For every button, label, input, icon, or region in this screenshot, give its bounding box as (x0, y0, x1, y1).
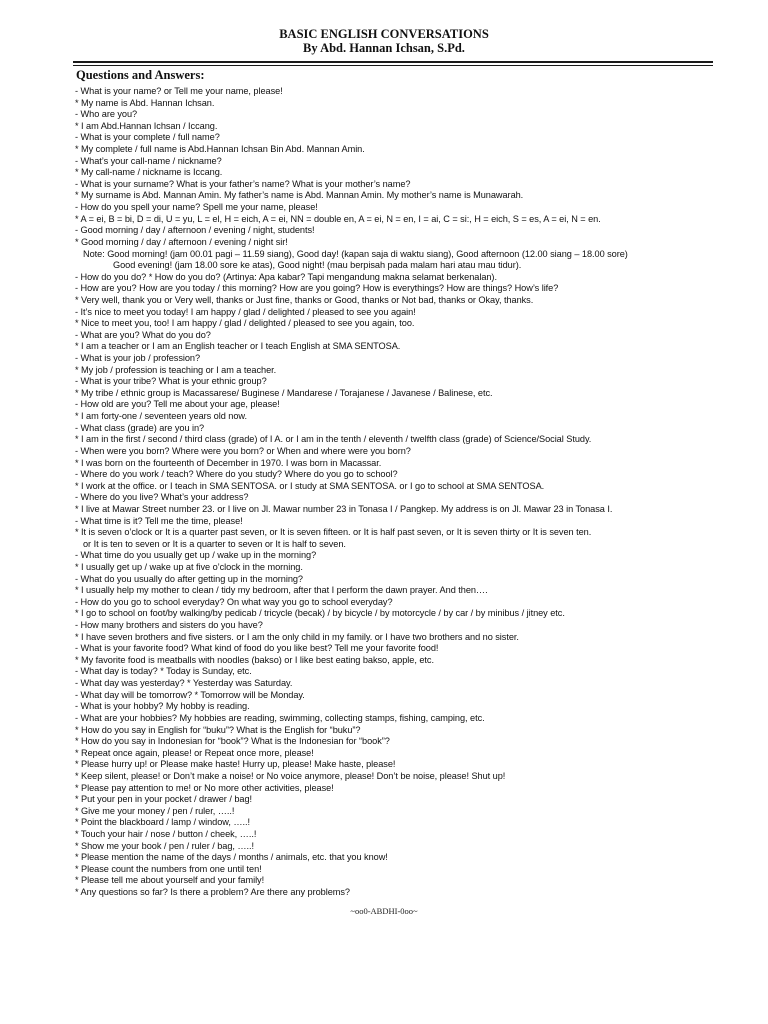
conversation-line: * Nice to meet you, too! I am happy / glad / delighted / pleased to see you again, too. (75, 318, 415, 329)
conversation-line: - What is your job / profession? (75, 353, 201, 364)
conversation-line: * Please mention the name of the days / months / animals, etc. that you know! (75, 852, 388, 863)
conversation-line: * My tribe / ethnic group is Macassarese/ Buginese / Mandarese / Torajanese / Javanese / Balinese, etc. (75, 387, 493, 398)
conversation-line: - What is your name? or Tell me your name, please! (75, 86, 283, 96)
conversation-line: - What is your surname? What is your father’s name? What is your mother’s name? (75, 178, 411, 189)
conversation-line: * Please pay attention to me! or No more other activities, please! (75, 782, 334, 793)
conversation-line: - What are you? What do you do? (75, 329, 211, 340)
conversation-line: * Touch your hair / nose / button / cheek, …..! (75, 829, 257, 839)
conversation-line: * I am forty-one / seventeen years old now. (75, 411, 247, 422)
conversation-line: * Point the blackboard / lamp / window, …..! (75, 817, 251, 828)
conversation-line: - What day will be tomorrow? * Tomorrow will be Monday. (75, 689, 305, 700)
conversation-line: * My surname is Abd. Mannan Amin. My father’s name is Abd. Mannan Amin. My mother’s name is Munawarah. (75, 190, 524, 201)
conversation-line: * My favorite food is meatballs with noodles (bakso) or I like best eating bakso, apple, etc. (75, 654, 434, 665)
conversation-line: - What is your hobby? My hobby is reading. (75, 701, 250, 712)
conversation-line: * Repeat once again, please! or Repeat once more, please! (75, 747, 314, 758)
conversation-line: - How do you spell your name? Spell me your name, please! (75, 202, 318, 213)
conversation-line: - What day was yesterday? * Yesterday was Saturday. (75, 678, 293, 689)
conversation-line: * I work at the office. or I teach in SMA SENTOSA. or I study at SMA SENTOSA. or I go to school at SMA SENTOSA. (75, 480, 545, 491)
conversation-line: - What time is it? Tell me the time, please! (75, 515, 243, 526)
conversation-line: - What day is today? * Today is Sunday, etc. (75, 666, 252, 677)
conversation-line: Good evening! (jam 18.00 sore ke atas), Good night! (mau berpisah pada malam hari atau mau tidur). (113, 260, 522, 271)
document-title: BASIC ENGLISH CONVERSATIONS (279, 27, 489, 41)
conversation-line: * Good morning / day / afternoon / evening / night sir! (75, 236, 288, 247)
conversation-line: * Keep silent, please! or Don’t make a noise! or No voice anymore, please! Don’t be noise, please! Shut up! (75, 770, 506, 781)
header-divider-thin (73, 65, 713, 66)
conversation-line: - How are you? How are you today / this morning? How are you going? How is everythings? How are things? How’s life? (75, 283, 559, 294)
conversation-line: * Put your pen in your pocket / drawer / bag! (75, 794, 253, 805)
conversation-line: * Please tell me about yourself and your family! (75, 875, 265, 886)
conversation-line: - What’s your call-name / nickname? (75, 155, 222, 166)
conversation-line: - How do you do? * How do you do? (Artinya: Apa kabar? Tapi mengandung makna selamat berkenalan). (75, 271, 497, 282)
conversation-line: - Where do you live? What’s your address? (75, 492, 249, 503)
conversation-line: - Good morning / day / afternoon / evening / night, students! (75, 225, 315, 236)
conversation-line: * I go to school on foot/by walking/by pedicab / tricycle (becak) / by bicycle / by motorcycle / by car / by minibus / jitney etc. (75, 608, 565, 619)
conversation-list (75, 86, 725, 899)
conversation-line: * My name is Abd. Hannan Ichsan. (75, 97, 215, 108)
conversation-line: - How old are you? Tell me about your age, please! (75, 399, 280, 410)
conversation-line: * My call-name / nickname is Iccang. (75, 167, 223, 178)
conversation-line: or It is ten to seven or It is a quarter to seven or It is half to seven. (83, 538, 346, 549)
conversation-line: * Give me your money / pen / ruler, …..! (75, 805, 235, 816)
conversation-line: * Please hurry up! or Please make haste! Hurry up, please! Make haste, please! (75, 759, 396, 770)
conversation-line: * How do you say in English for “buku”? What is the English for “buku”? (75, 724, 361, 735)
header-divider-thick (73, 61, 713, 63)
section-heading: Questions and Answers: (76, 68, 205, 82)
conversation-line: * I usually get up / wake up at five o’clock in the morning. (75, 561, 303, 572)
conversation-line: * Please count the numbers from one until ten! (75, 863, 262, 874)
conversation-line: * A = ei, B = bi, D = di, U = yu, L = el, H = eich, A = ei, NN = double en, A = ei, N = en, I = ai, C = si:, H = eich, S = es, A = ei, N = en. (75, 213, 601, 224)
conversation-line: - It’s nice to meet you today! I am happy / glad / delighted / pleased to see you again! (75, 306, 416, 317)
conversation-line: * My job / profession is teaching or I am a teacher. (75, 364, 277, 375)
conversation-line: * How do you say in Indonesian for “book”? What is the Indonesian for “book”? (75, 736, 390, 747)
conversation-line: - What is your complete / full name? (75, 132, 220, 143)
conversation-line: - When were you born? Where were you born? or When and where were you born? (75, 445, 411, 456)
conversation-line: * I am in the first / second / third class (grade) of I A. or I am in the tenth / eleventh / twelfth class (grade) of Science/Social Study. (75, 434, 592, 445)
conversation-line: * I have seven brothers and five sisters. or I am the only child in my family. or I have two brothers and no sister. (75, 631, 519, 642)
conversation-line: * It is seven o’clock or It is a quarter past seven, or It is seven fifteen. or It is half past seven, or It is seven thirty or It is seven ten. (75, 527, 592, 538)
conversation-line: - What is your favorite food? What kind of food do you like best? Tell me your favorite food! (75, 643, 439, 654)
conversation-line: - What time do you usually get up / wake up in the morning? (75, 550, 317, 561)
conversation-line: - What are your hobbies? My hobbies are reading, swimming, collecting stamps, fishing, camping, etc. (75, 712, 485, 723)
conversation-line: * Very well, thank you or Very well, thanks or Just fine, thanks or Good, thanks or Not bad, thanks or Okay, thanks. (75, 294, 534, 305)
conversation-line: * My complete / full name is Abd.Hannan Ichsan Bin Abd. Mannan Amin. (75, 144, 365, 155)
conversation-line: - Where do you work / teach? Where do you study? Where do you go to school? (75, 469, 398, 480)
conversation-line: * I usually help my mother to clean / tidy my bedroom, after that I perform the dawn prayer. And then…. (75, 585, 488, 596)
conversation-line: Note: Good morning! (jam 00.01 pagi – 11.59 siang), Good day! (kapan saja di waktu siang), Good afternoon (12.00 siang – 18.00 sore) (83, 248, 628, 259)
conversation-line: - What do you usually do after getting up in the morning? (75, 573, 303, 584)
conversation-line: * I am a teacher or I am an English teacher or I teach English at SMA SENTOSA. (75, 341, 401, 352)
conversation-line: * Show me your book / pen / ruler / bag, …..! (75, 840, 255, 851)
conversation-line: * I live at Mawar Street number 23. or I live on Jl. Mawar number 23 in Tonasa I / Pangkep. My address is on Jl. Mawar 23 in Tonasa I. (75, 503, 613, 514)
document-author: By Abd. Hannan Ichsan, S.Pd. (303, 41, 465, 55)
conversation-line: * Any questions so far? Is there a problem? Are there any problems? (75, 887, 350, 898)
conversation-line: - What class (grade) are you in? (75, 422, 205, 433)
document-footer: ~oo0-ABDHI-0oo~ (350, 906, 418, 916)
conversation-line: - Who are you? (75, 109, 138, 120)
conversation-line: - How do you go to school everyday? On what way you go to school everyday? (75, 596, 393, 607)
conversation-line: - What is your tribe? What is your ethnic group? (75, 376, 267, 387)
conversation-line: - How many brothers and sisters do you have? (75, 620, 263, 631)
conversation-line: * I am Abd.Hannan Ichsan / Iccang. (75, 120, 218, 131)
conversation-line: * I was born on the fourteenth of December in 1970. I was born in Macassar. (75, 457, 382, 468)
